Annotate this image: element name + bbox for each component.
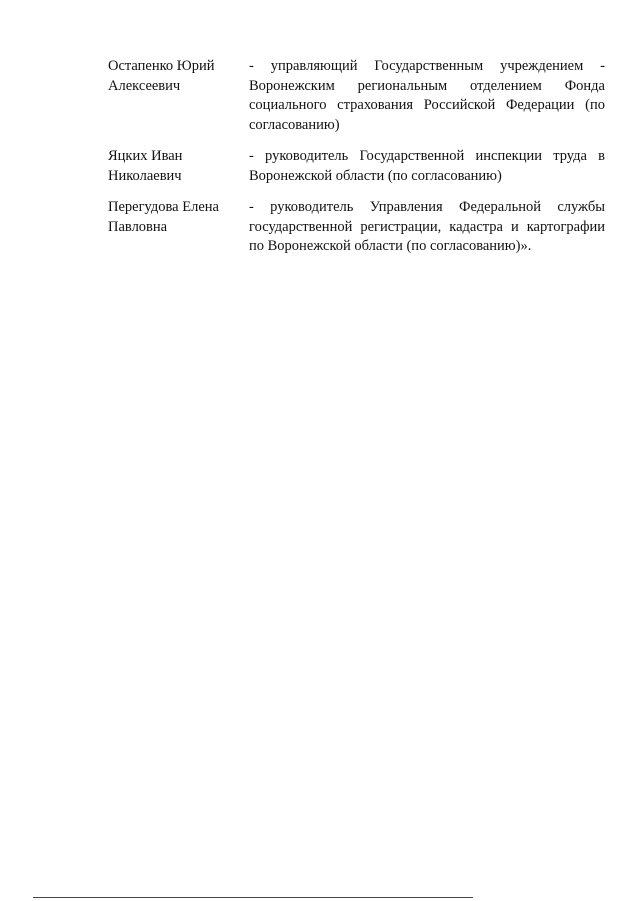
footer-rule (33, 897, 473, 898)
member-name: Остапенко Юрий Алексеевич (108, 58, 215, 94)
member-name: Перегудова Елена Павловна (108, 199, 219, 235)
member-row-ostapenko (108, 57, 605, 135)
member-role: - руководитель Управления Федеральной службы государственной регистрации, кадастра и картографии по Воронежской области (по согласованию)». (249, 199, 605, 254)
member-list (108, 57, 605, 257)
member-row-peregudova (108, 198, 605, 257)
member-role: - руководитель Государственной инспекции труда в Воронежской области (по согласованию) (249, 148, 605, 184)
member-name: Яцких Иван Николаевич (108, 148, 183, 184)
member-row-yatskikh (108, 147, 605, 186)
member-role: - управляющий Государственным учреждением - Воронежским региональным отделением Фонда социального страхования Российской Федерации (по согласованию) (249, 58, 605, 133)
